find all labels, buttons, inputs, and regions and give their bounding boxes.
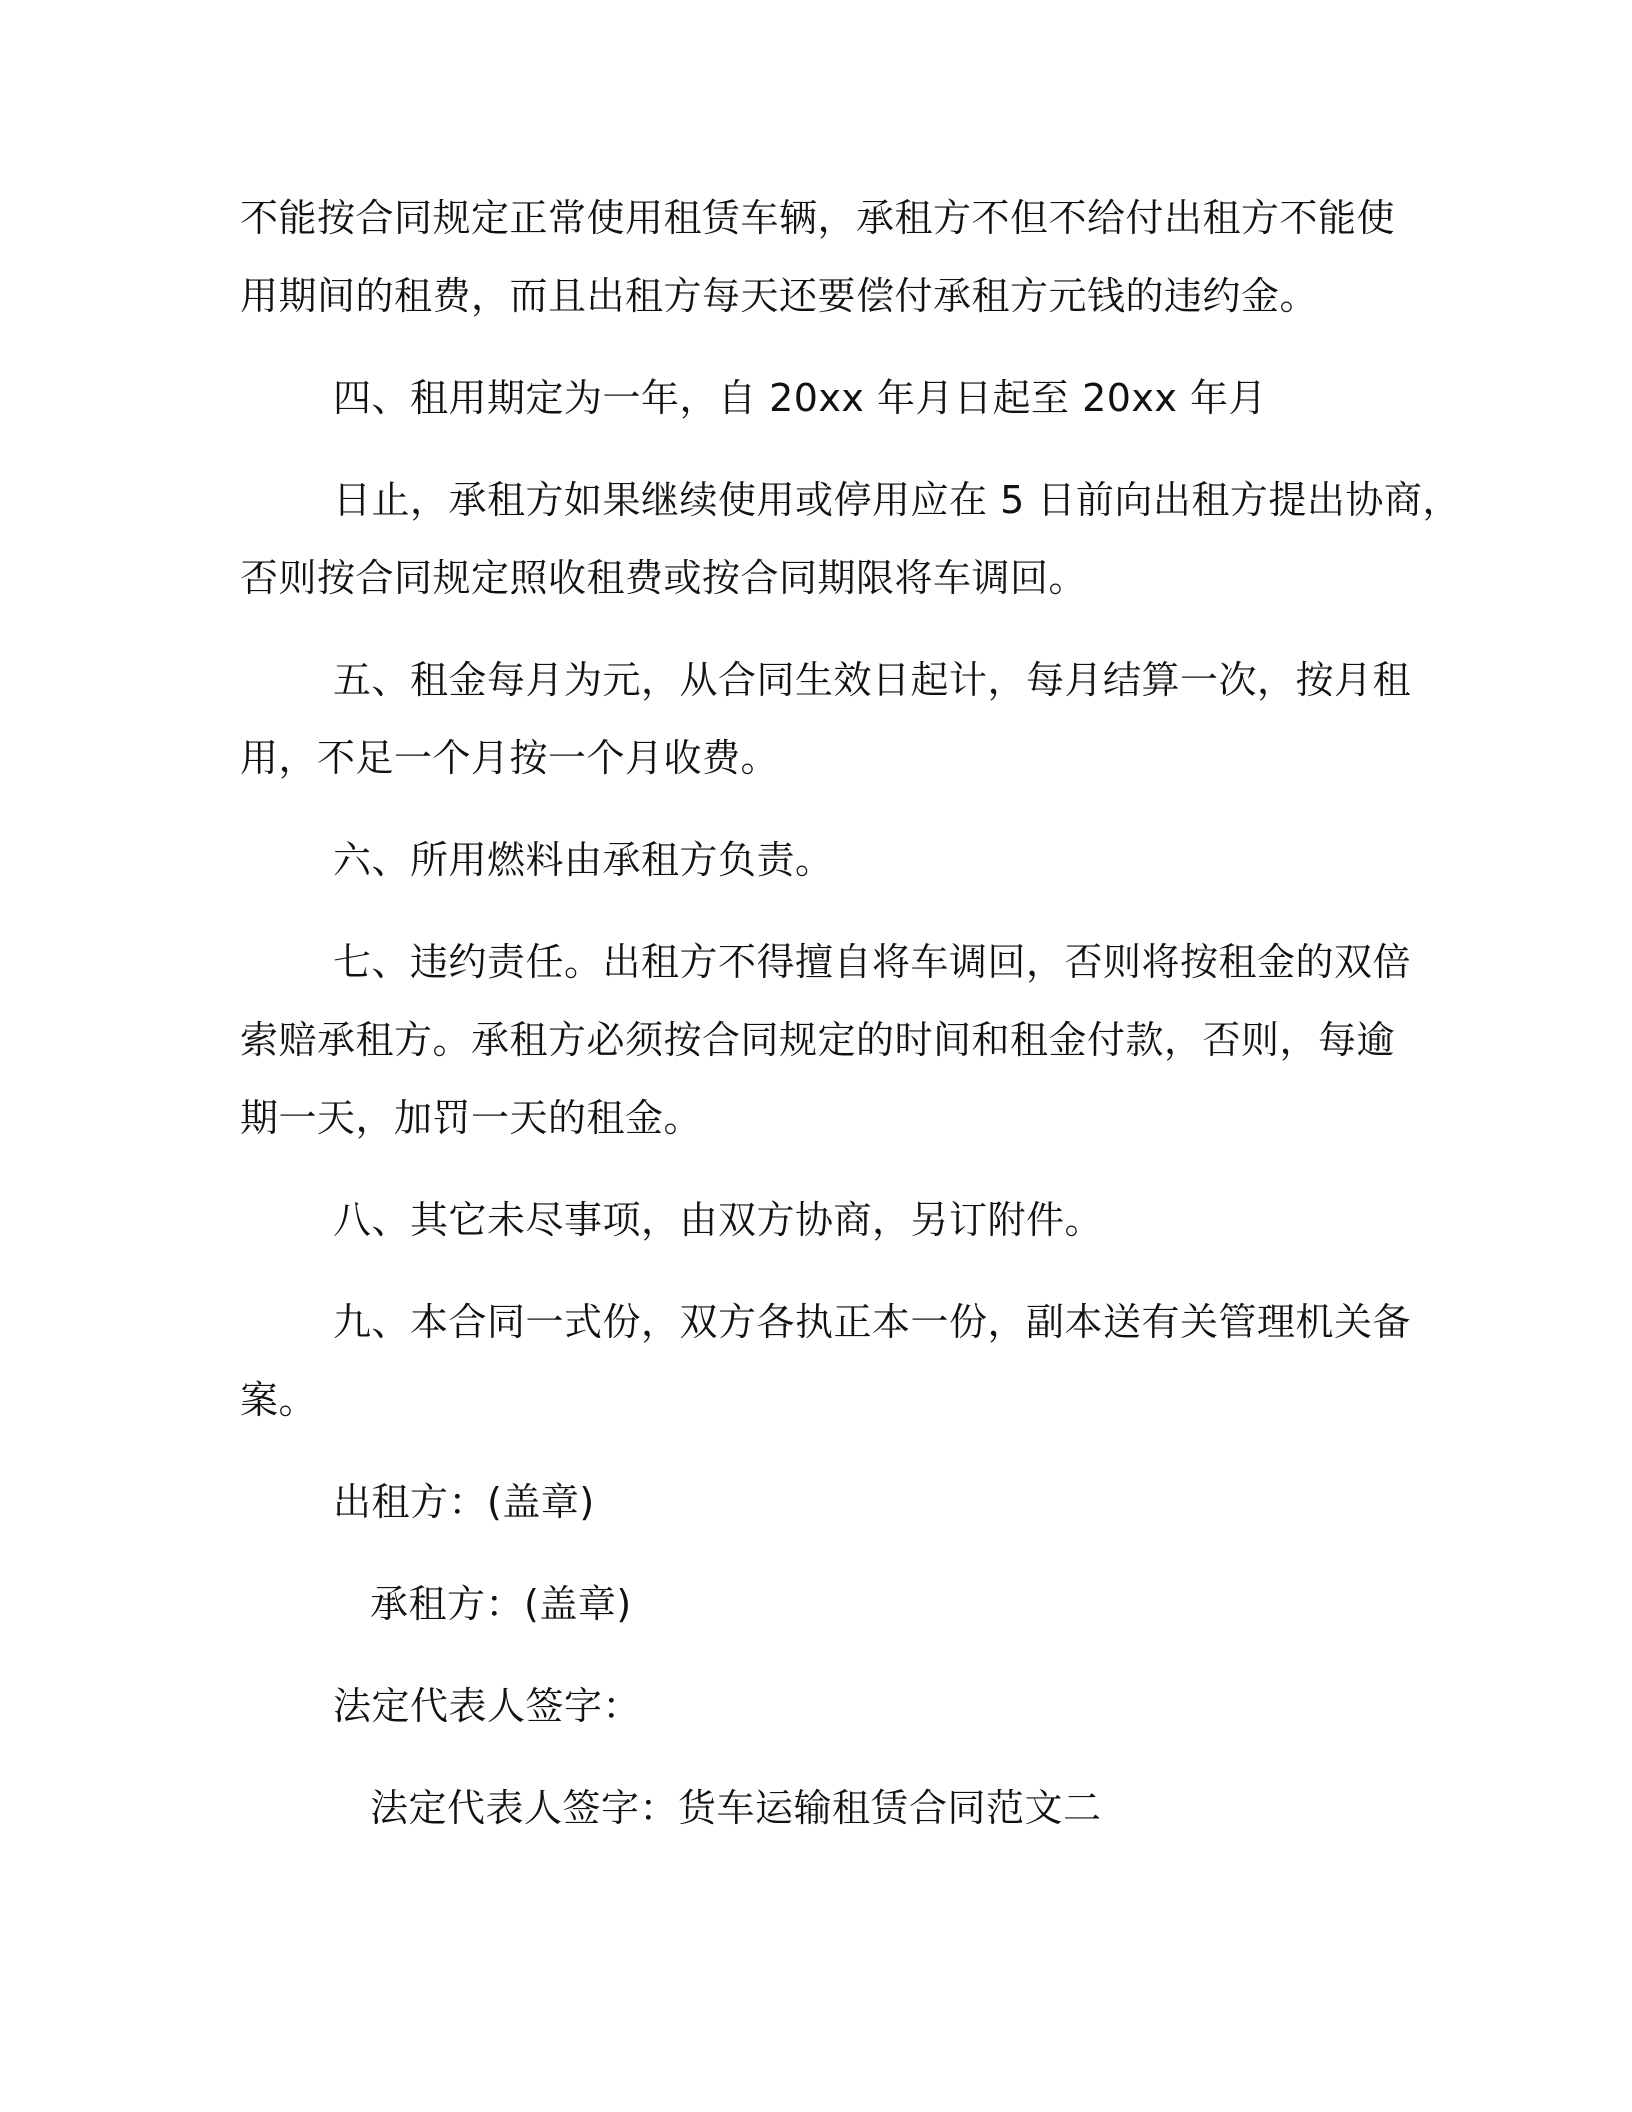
text-line: 八、其它未尽事项，由双方协商，另订附件。: [333, 1198, 1104, 1242]
text-line: 七、违约责任。出租方不得擅自将车调回，否则将按租金的双倍: [333, 940, 1412, 984]
signature-label-representative-2: 法定代表人签字：货车运输租赁合同范文二: [370, 1786, 1102, 1830]
text-line: 不能按合同规定正常使用租赁车辆，承租方不但不给付出租方不能使: [240, 196, 1396, 240]
text-line: 四、租用期定为一年，自 20xx 年月日起至 20xx 年月: [333, 376, 1267, 420]
text-line: 否则按合同规定照收租费或按合同期限将车调回。: [240, 556, 1088, 600]
text-line: 期一天，加罚一天的租金。: [240, 1096, 703, 1140]
text-line: 五、租金每月为元，从合同生效日起计，每月结算一次，按月租: [333, 658, 1412, 702]
text-line: 用，不足一个月按一个月收费。: [240, 736, 780, 780]
text-line: 案。: [240, 1378, 318, 1422]
signature-label-representative: 法定代表人签字：: [333, 1684, 642, 1728]
text-line: 九、本合同一式份，双方各执正本一份，副本送有关管理机关备: [333, 1300, 1412, 1344]
text-line: 六、所用燃料由承租方负责。: [333, 838, 834, 882]
text-line: 索赔承租方。承租方必须按合同规定的时间和租金付款，否则，每逾: [240, 1018, 1396, 1062]
text-line: 用期间的租费，而且出租方每天还要偿付承租方元钱的违约金。: [240, 274, 1319, 318]
text-line: 日止，承租方如果继续使用或停用应在 5 日前向出租方提出协商，: [333, 478, 1461, 522]
signature-label-lessee: 承租方：(盖章): [370, 1582, 632, 1626]
signature-label-lessor: 出租方：(盖章): [333, 1480, 595, 1524]
